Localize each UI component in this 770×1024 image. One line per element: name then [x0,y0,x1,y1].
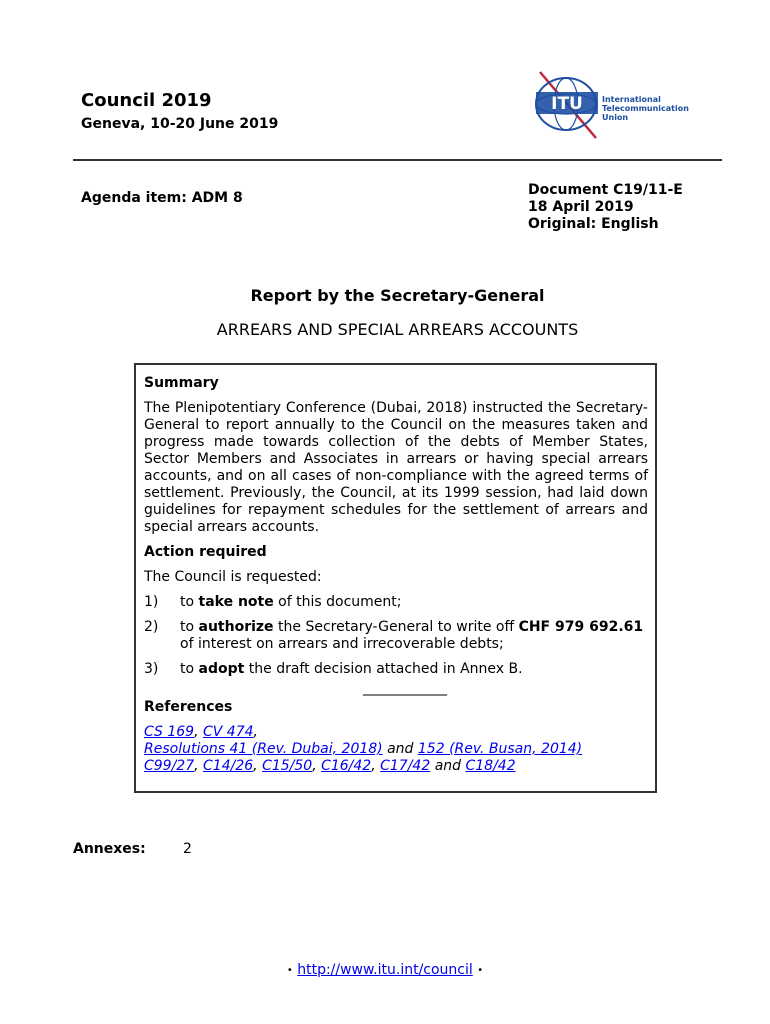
header-divider [73,159,722,161]
bullet-icon: • [286,965,293,976]
action-heading: Action required [144,544,267,560]
action-item: 3) to adopt the draft decision attached in Annex B. [144,661,523,677]
ref-link-c1550[interactable]: C15/50 [262,758,313,774]
action-item-number: 1) [144,594,159,610]
meeting-location-date: Geneva, 10-20 June 2019 [81,116,279,132]
document-language: Original: English [528,216,659,232]
summary-text: The Plenipotentiary Conference (Dubai, 2018) instructed the Secretary-General to report annually to the Council on the measures taken and progress made towards collection of the debts of Member States, Sector Members and Associates in arrears or having special arrears accounts, and on all cases of non-compliance with the agreed terms of settlement. Previously, the Council, at its 1999 session, had laid down guidelines for repayment schedules for the settlement of arrears and special arrears accounts. [144,400,648,535]
annexes-label: Annexes: [73,841,146,857]
ref-and: and [387,741,414,757]
action-item: 2) to authorize the Secretary-General to write off CHF 979 692.61 of interest on arrears and irrecoverable debts; [144,619,644,652]
summary-heading: Summary [144,375,219,391]
meeting-title: Council 2019 [81,90,212,111]
document-number: Document C19/11-E [528,182,683,198]
council-url-link[interactable]: http://www.itu.int/council [297,962,473,978]
logo-line1: International [602,95,661,104]
ref-link-cs169[interactable]: CS 169 [144,724,195,740]
ref-link-c1842[interactable]: C18/42 [465,758,516,774]
references-heading: References [144,699,233,715]
ref-link-c9927[interactable]: C99/27 [144,758,195,774]
logo-line2: Telecommunication [602,104,689,113]
document-info [528,182,683,233]
action-item: 1) to take note of this document; [144,594,402,610]
action-item-number: 3) [144,661,159,677]
summary-box [134,363,657,793]
itu-logo-icon [532,68,732,142]
report-title: Report by the Secretary-General [250,286,545,305]
logo-abbrev: ITU [551,94,583,114]
ref-link-c1742[interactable]: C17/42 [380,758,431,774]
action-item-number: 2) [144,619,159,635]
action-intro: The Council is requested: [144,569,322,585]
bullet-icon: • [477,965,484,976]
ref-link-res152[interactable]: 152 (Rev. Busan, 2014) [417,741,583,757]
ref-link-cv474[interactable]: CV 474 [203,724,254,740]
ref-link-c1426[interactable]: C14/26 [203,758,254,774]
agenda-item: Agenda item: ADM 8 [81,190,243,206]
annexes-count: 2 [183,841,192,857]
references-list: CS 169, CV 474, Resolutions 41 (Rev. Dubai, 2018) and 152 (Rev. Busan, 2014) C99/27, C14/26, C15/50, C16/42, C17/42 and C18/42 [144,724,583,774]
report-topic: ARREARS AND SPECIAL ARREARS ACCOUNTS [216,320,579,339]
ref-link-res41[interactable]: Resolutions 41 (Rev. Dubai, 2018) [144,741,383,757]
itu-logo [532,68,732,142]
logo-line3: Union [602,113,629,122]
page-footer [0,962,770,978]
document-date: 18 April 2019 [528,199,634,215]
separator-line: ____________ [363,680,447,696]
ref-link-c1642[interactable]: C16/42 [321,758,372,774]
